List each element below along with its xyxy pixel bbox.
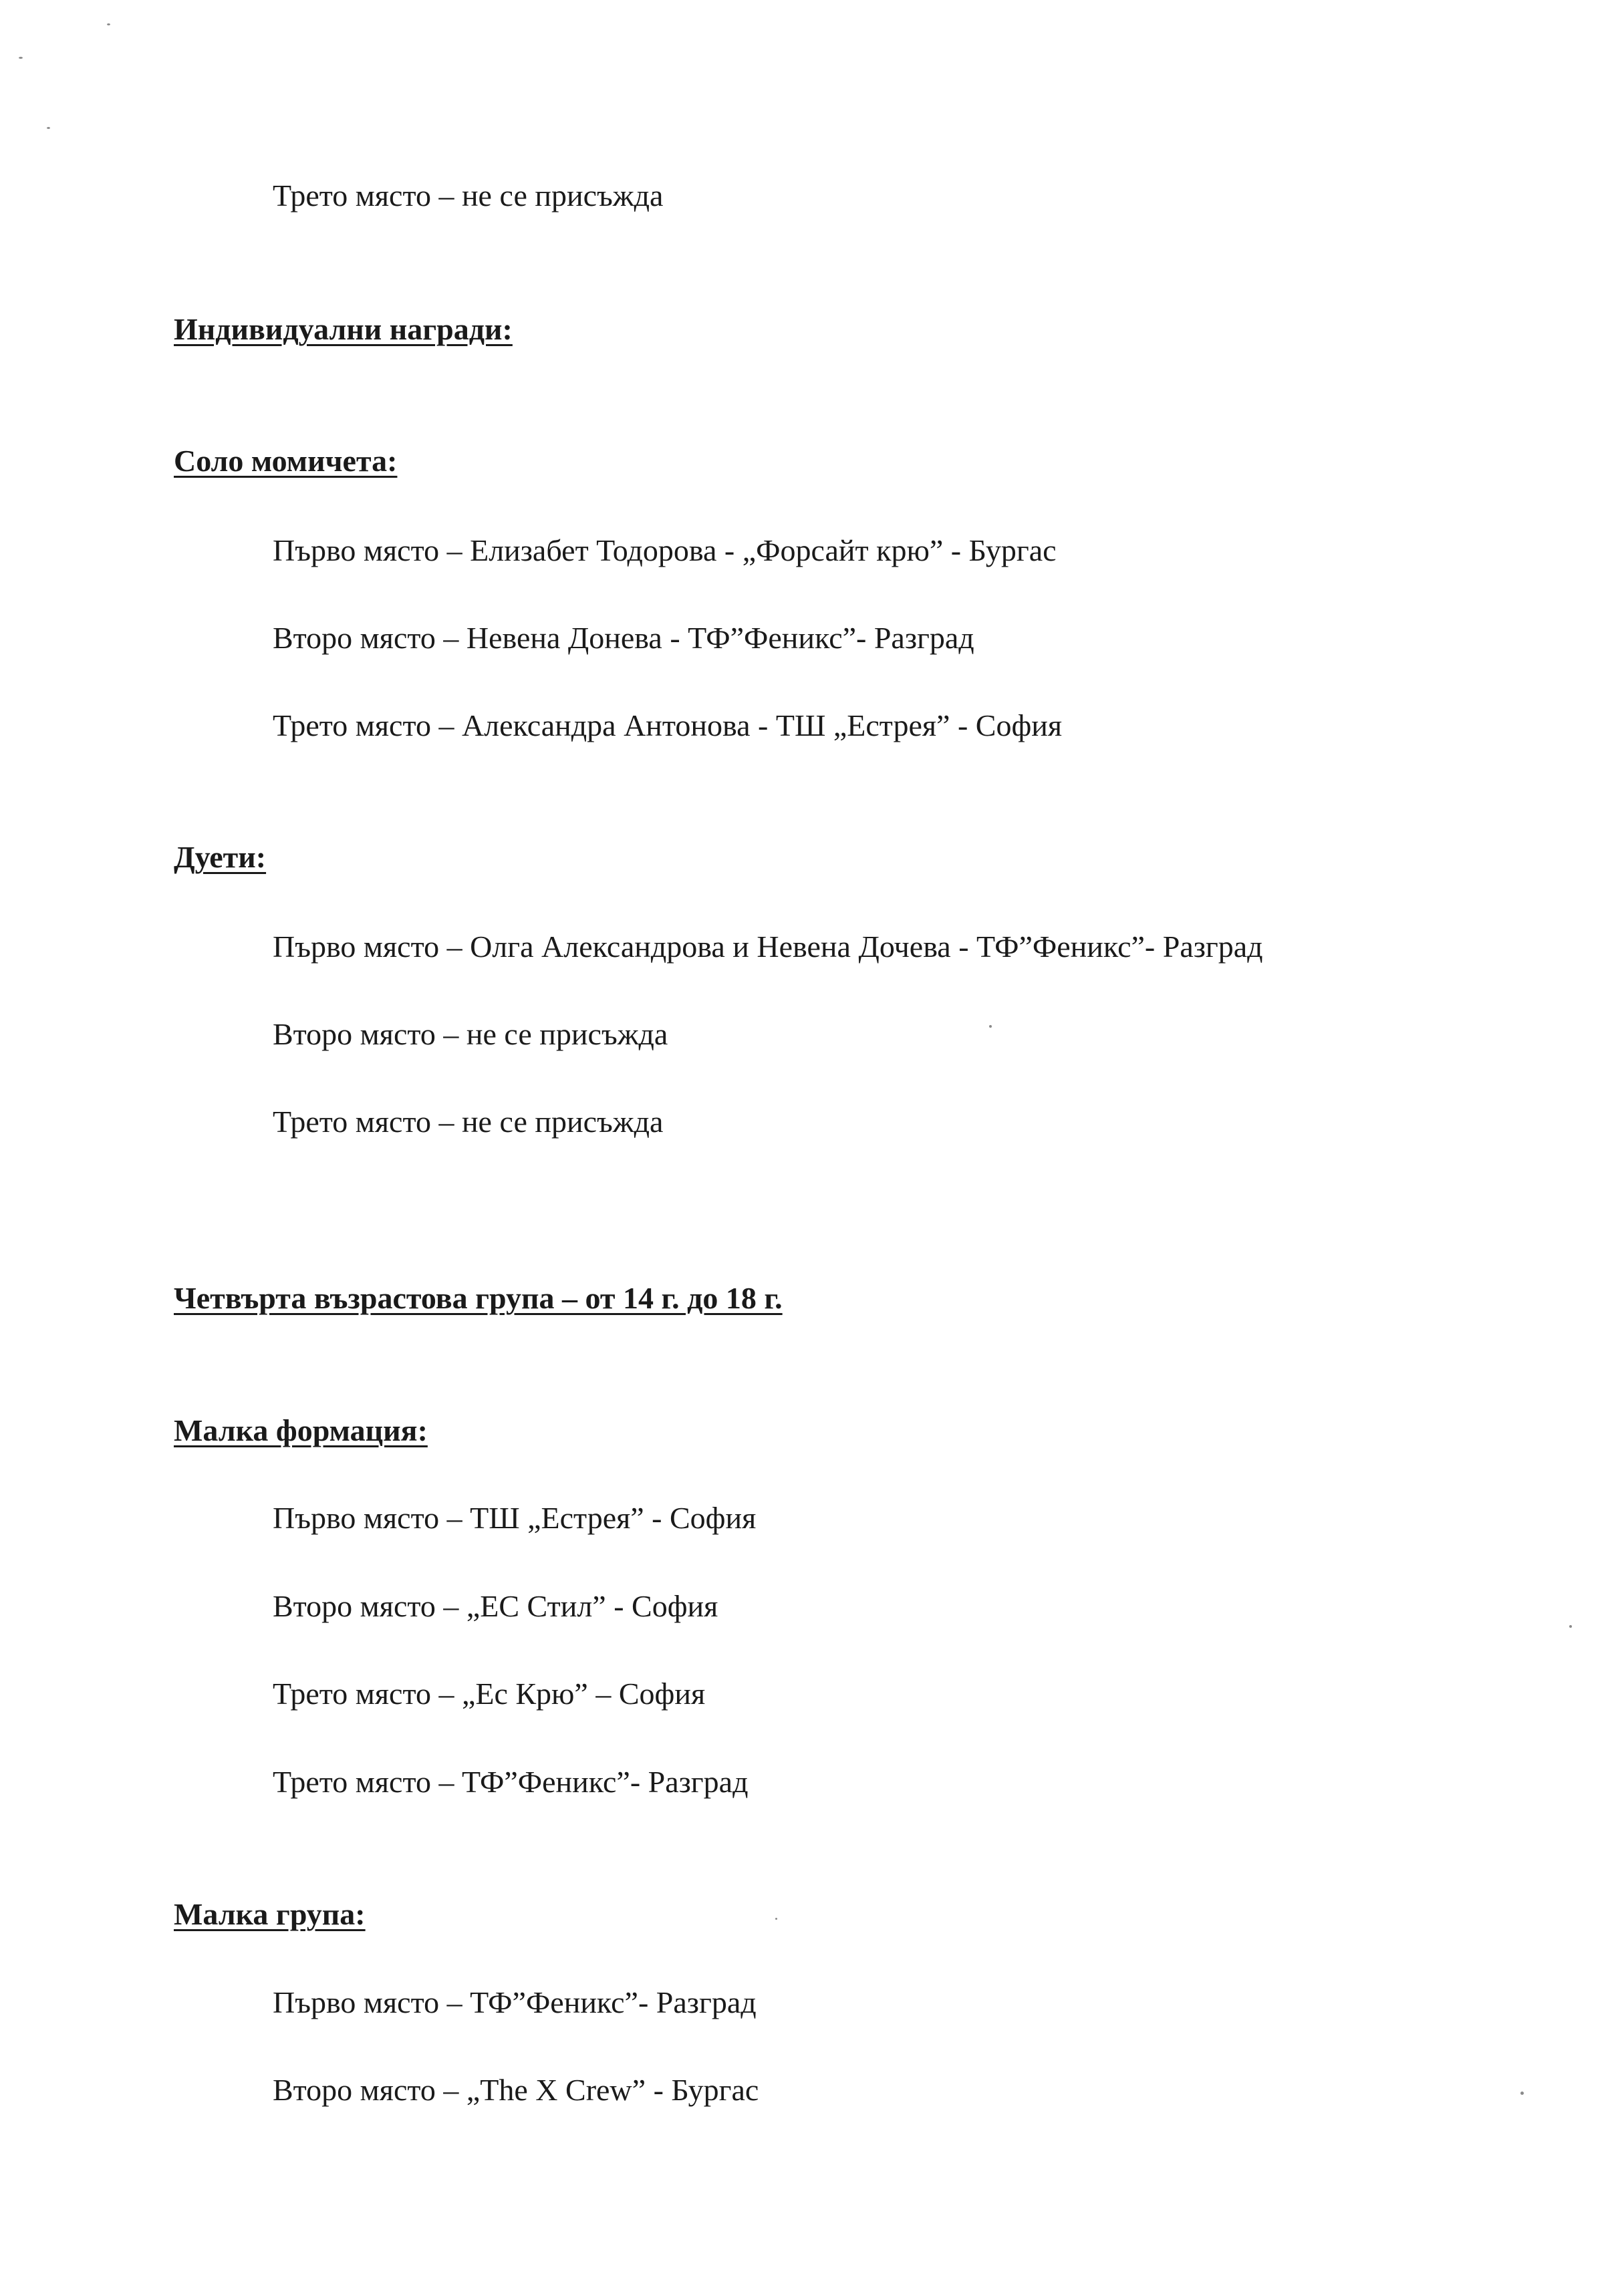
award-line: Първо място – Олга Александрова и Невена Дочева - ТФ”Феникс”- Разград xyxy=(273,929,1263,964)
scan-speck xyxy=(107,23,110,25)
section-heading: Малка група: xyxy=(174,1897,366,1931)
scan-speck xyxy=(989,1025,992,1028)
award-line: Трето място – не се присъжда xyxy=(273,1105,664,1139)
section-heading: Дуети: xyxy=(174,840,267,874)
award-line: Трето място – „Ес Крю” – София xyxy=(273,1677,706,1711)
award-line: Първо място – ТФ”Феникс”- Разград xyxy=(273,1985,757,2019)
award-line: Второ място – не се присъжда xyxy=(273,1017,668,1051)
award-line: Второ място – Невена Донева - ТФ”Феникс”- Разград xyxy=(273,621,974,655)
award-line: Трето място – ТФ”Феникс”- Разград xyxy=(273,1765,749,1799)
section-heading: Соло момичета: xyxy=(174,444,398,478)
award-line: Трето място – не се присъжда xyxy=(273,178,664,212)
award-line: Първо място – ТШ „Естрея” - София xyxy=(273,1501,757,1535)
scan-speck xyxy=(1520,2092,1524,2095)
award-line: Второ място – „The X Crew” - Бургас xyxy=(273,2073,759,2107)
award-line: Второ място – „ЕС Стил” - София xyxy=(273,1589,718,1623)
scan-speck xyxy=(1569,1625,1572,1628)
section-heading: Индивидуални награди: xyxy=(174,312,513,346)
section-heading: Четвърта възрастова група – от 14 г. до 18 г. xyxy=(174,1281,783,1315)
scan-speck xyxy=(775,1918,777,1920)
award-line: Трето място – Александра Антонова - ТШ „Естрея” - София xyxy=(273,708,1063,742)
scan-speck xyxy=(19,57,23,59)
section-heading: Малка формация: xyxy=(174,1413,428,1447)
award-line: Първо място – Елизабет Тодорова - „Форсайт крю” - Бургас xyxy=(273,533,1057,567)
scan-speck xyxy=(47,127,50,129)
